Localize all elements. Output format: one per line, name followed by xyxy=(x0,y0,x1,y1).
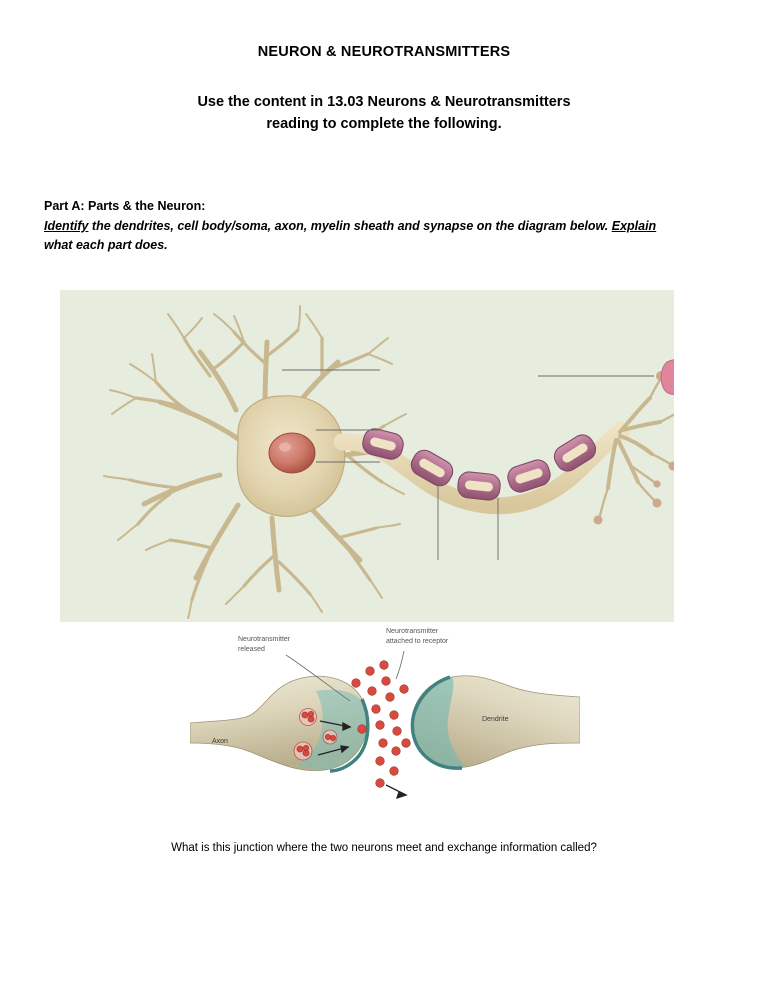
synapse-question: What is this junction where the two neurons meet and exchange information called? xyxy=(171,842,597,854)
part-a-text-2: what each part does. xyxy=(44,238,168,252)
label-neurotransmitter-attached-line2: attached to receptor xyxy=(386,638,449,645)
instructions-block xyxy=(0,91,768,135)
label-neurotransmitter-attached-line1: Neurotransmitter xyxy=(386,628,439,635)
label-axon: Axon xyxy=(212,738,228,745)
synapse-diagram xyxy=(190,625,580,815)
label-dendrite: Dendrite xyxy=(482,716,509,723)
part-a-body xyxy=(44,217,684,255)
instructions-line-1: Use the content in 13.03 Neurons & Neurotransmitters xyxy=(197,94,571,110)
neuron-diagram xyxy=(60,290,674,622)
identify-word: Identify xyxy=(44,219,89,233)
nucleolus xyxy=(279,442,291,451)
explain-word: Explain xyxy=(611,219,657,233)
page-title: NEURON & NEUROTRANSMITTERS xyxy=(257,44,511,60)
nucleus xyxy=(269,433,315,473)
part-a-heading: Part A: Parts & the Neuron: xyxy=(44,199,206,213)
label-neurotransmitter-released-line1: Neurotransmitter xyxy=(238,636,291,643)
part-a-text-1: the dendrites, cell body/soma, axon, myelin sheath and synapse on the diagram below. xyxy=(88,219,612,233)
instructions-line-2: reading to complete the following. xyxy=(266,116,502,132)
label-neurotransmitter-released-line2: released xyxy=(238,646,265,653)
